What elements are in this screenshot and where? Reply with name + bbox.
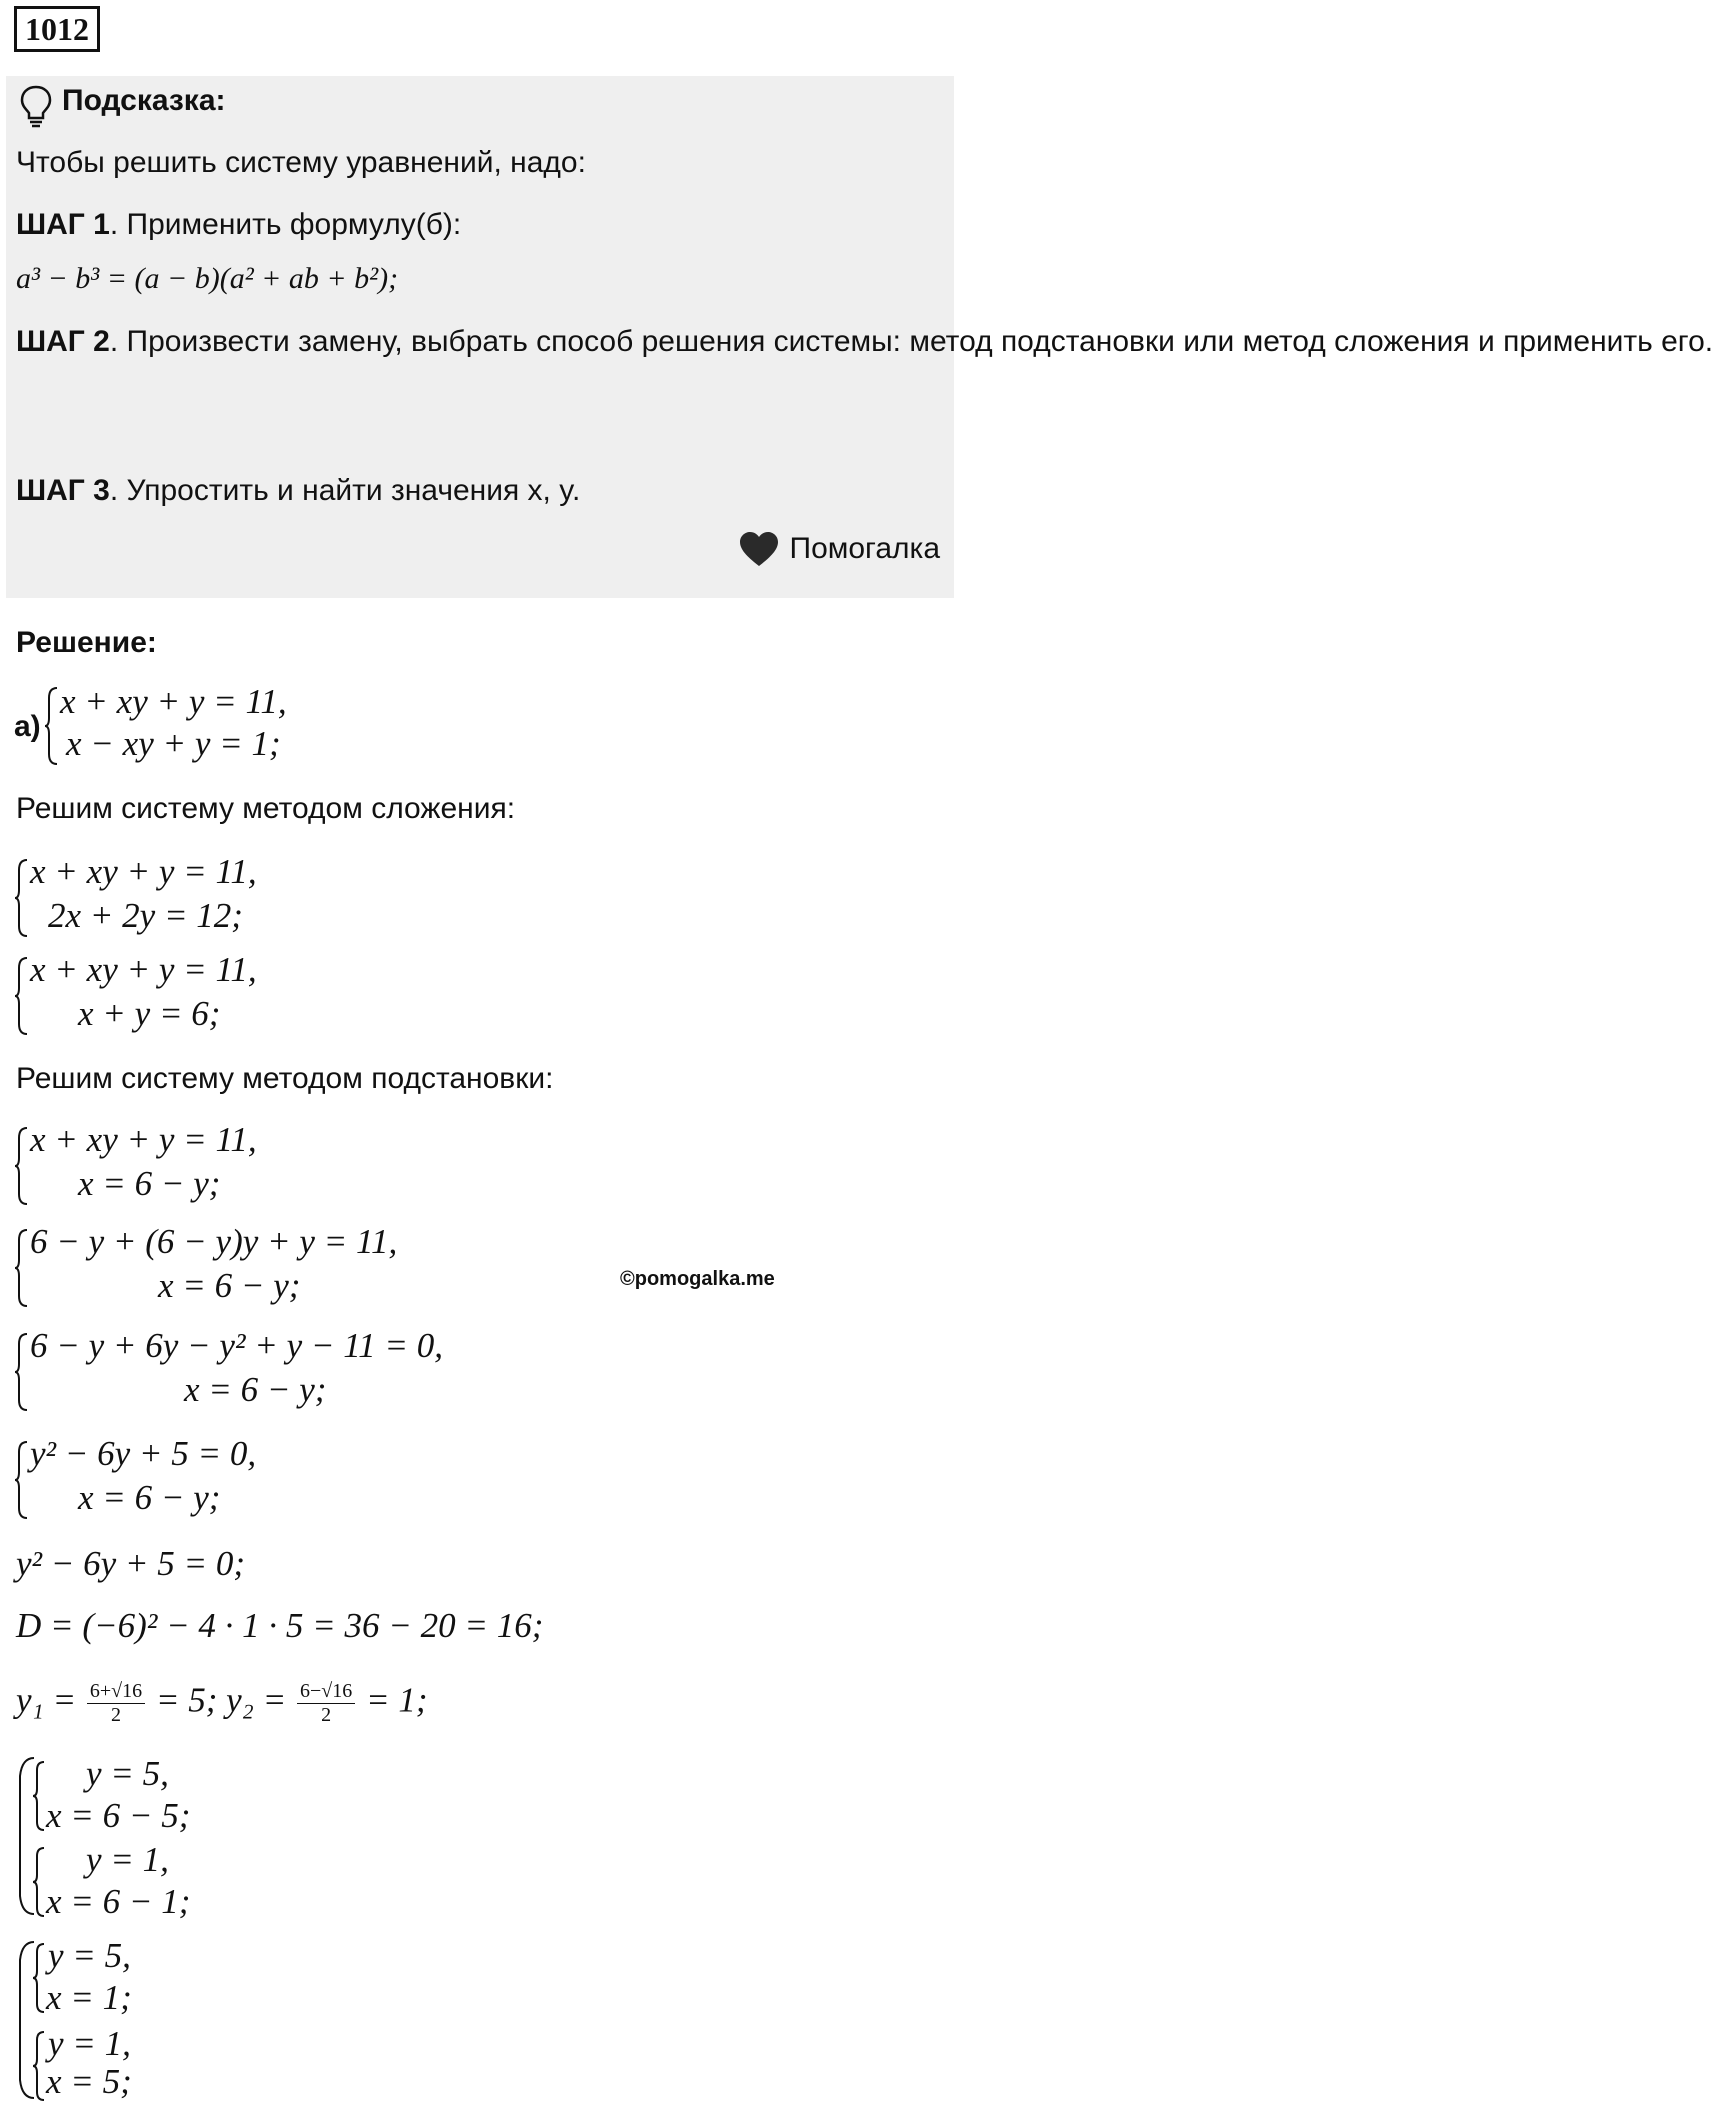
- equation-discriminant: D = (−6)² − 4 · 1 · 5 = 36 − 20 = 16;: [16, 1606, 544, 1645]
- sys-a-line2: x − xy + y = 1;: [66, 724, 281, 763]
- watermark: ©pomogalka.me: [620, 1268, 775, 1290]
- hint-step1: ШАГ 1. Применить формулу(б):: [16, 208, 462, 241]
- sys-e-line1: 6 − y + (6 − y)y + y = 11,: [30, 1222, 398, 1261]
- system-brace: [14, 1228, 30, 1308]
- system-brace: [32, 1760, 46, 1832]
- system-brace: [14, 1126, 30, 1206]
- sys-d-line1: x + xy + y = 11,: [30, 1120, 257, 1159]
- sys-c-line2: x + y = 6;: [78, 994, 221, 1033]
- set1-line4: x = 6 − 1;: [46, 1882, 191, 1921]
- sys-g-line2: x = 6 − y;: [78, 1478, 221, 1517]
- set1-line3: y = 1,: [86, 1840, 169, 1879]
- sys-e-line2: x = 6 − y;: [158, 1266, 301, 1305]
- set2-line1: y = 5,: [48, 1936, 131, 1975]
- brand-link[interactable]: [738, 530, 941, 568]
- system-brace: [14, 1332, 30, 1412]
- heart-icon: [738, 530, 780, 568]
- hint-formula: a³ − b³ = (a − b)(a² + ab + b²);: [16, 262, 399, 295]
- sys-f-line2: x = 6 − y;: [184, 1370, 327, 1409]
- system-brace: [14, 858, 30, 938]
- hint-title: Подсказка:: [62, 84, 226, 117]
- hint-step2: ШАГ 2. Произвести замену, выбрать способ решения системы: метод подстановки или метод сложения и применить его.: [16, 325, 1713, 358]
- problem-number: 1012: [14, 6, 100, 52]
- set2-line4: x = 5;: [46, 2062, 132, 2101]
- lightbulb-icon: [18, 84, 54, 128]
- sys-c-line1: x + xy + y = 11,: [30, 950, 257, 989]
- set1-line2: x = 6 − 5;: [46, 1796, 191, 1835]
- hint-intro: Чтобы решить систему уравнений, надо:: [16, 146, 586, 179]
- fraction-root1: $\frac{6+√16}{2}$: [87, 1680, 145, 1727]
- sys-a-line1: x + xy + y = 11,: [60, 682, 287, 721]
- brand-name: Помогалка: [789, 532, 940, 565]
- system-brace: [32, 2030, 46, 2102]
- system-brace: [14, 956, 30, 1036]
- solution-title: Решение:: [16, 626, 157, 659]
- set1-line1: y = 5,: [86, 1754, 169, 1793]
- system-brace: [14, 1440, 30, 1520]
- part-label: а): [14, 710, 41, 743]
- sys-b-line2: 2x + 2y = 12;: [48, 896, 243, 935]
- set2-line2: x = 1;: [46, 1978, 132, 2017]
- text-substitution: Решим систему методом подстановки:: [16, 1062, 554, 1095]
- system-brace: [32, 1846, 46, 1918]
- sys-b-line1: x + xy + y = 11,: [30, 852, 257, 891]
- roots-line: y₁ = $\frac{6+√16}{2}$ = 5; y₂ = $\frac{6-√16}{2}$ = 1;: [16, 1680, 428, 1726]
- system-brace: [32, 1942, 46, 2014]
- equation-quadratic: y² − 6y + 5 = 0;: [16, 1544, 246, 1583]
- text-addition: Решим систему методом сложения:: [16, 792, 516, 825]
- sys-f-line1: 6 − y + 6y − y² + y − 11 = 0,: [30, 1326, 443, 1365]
- sys-d-line2: x = 6 − y;: [78, 1164, 221, 1203]
- fraction-root2: $\frac{6-√16}{2}$: [297, 1680, 355, 1727]
- hint-box: [6, 76, 1713, 598]
- set2-line3: y = 1,: [48, 2024, 131, 2063]
- hint-step3: ШАГ 3. Упростить и найти значения x, y.: [16, 474, 581, 507]
- system-brace: [44, 686, 60, 766]
- sys-g-line1: y² − 6y + 5 = 0,: [30, 1434, 257, 1473]
